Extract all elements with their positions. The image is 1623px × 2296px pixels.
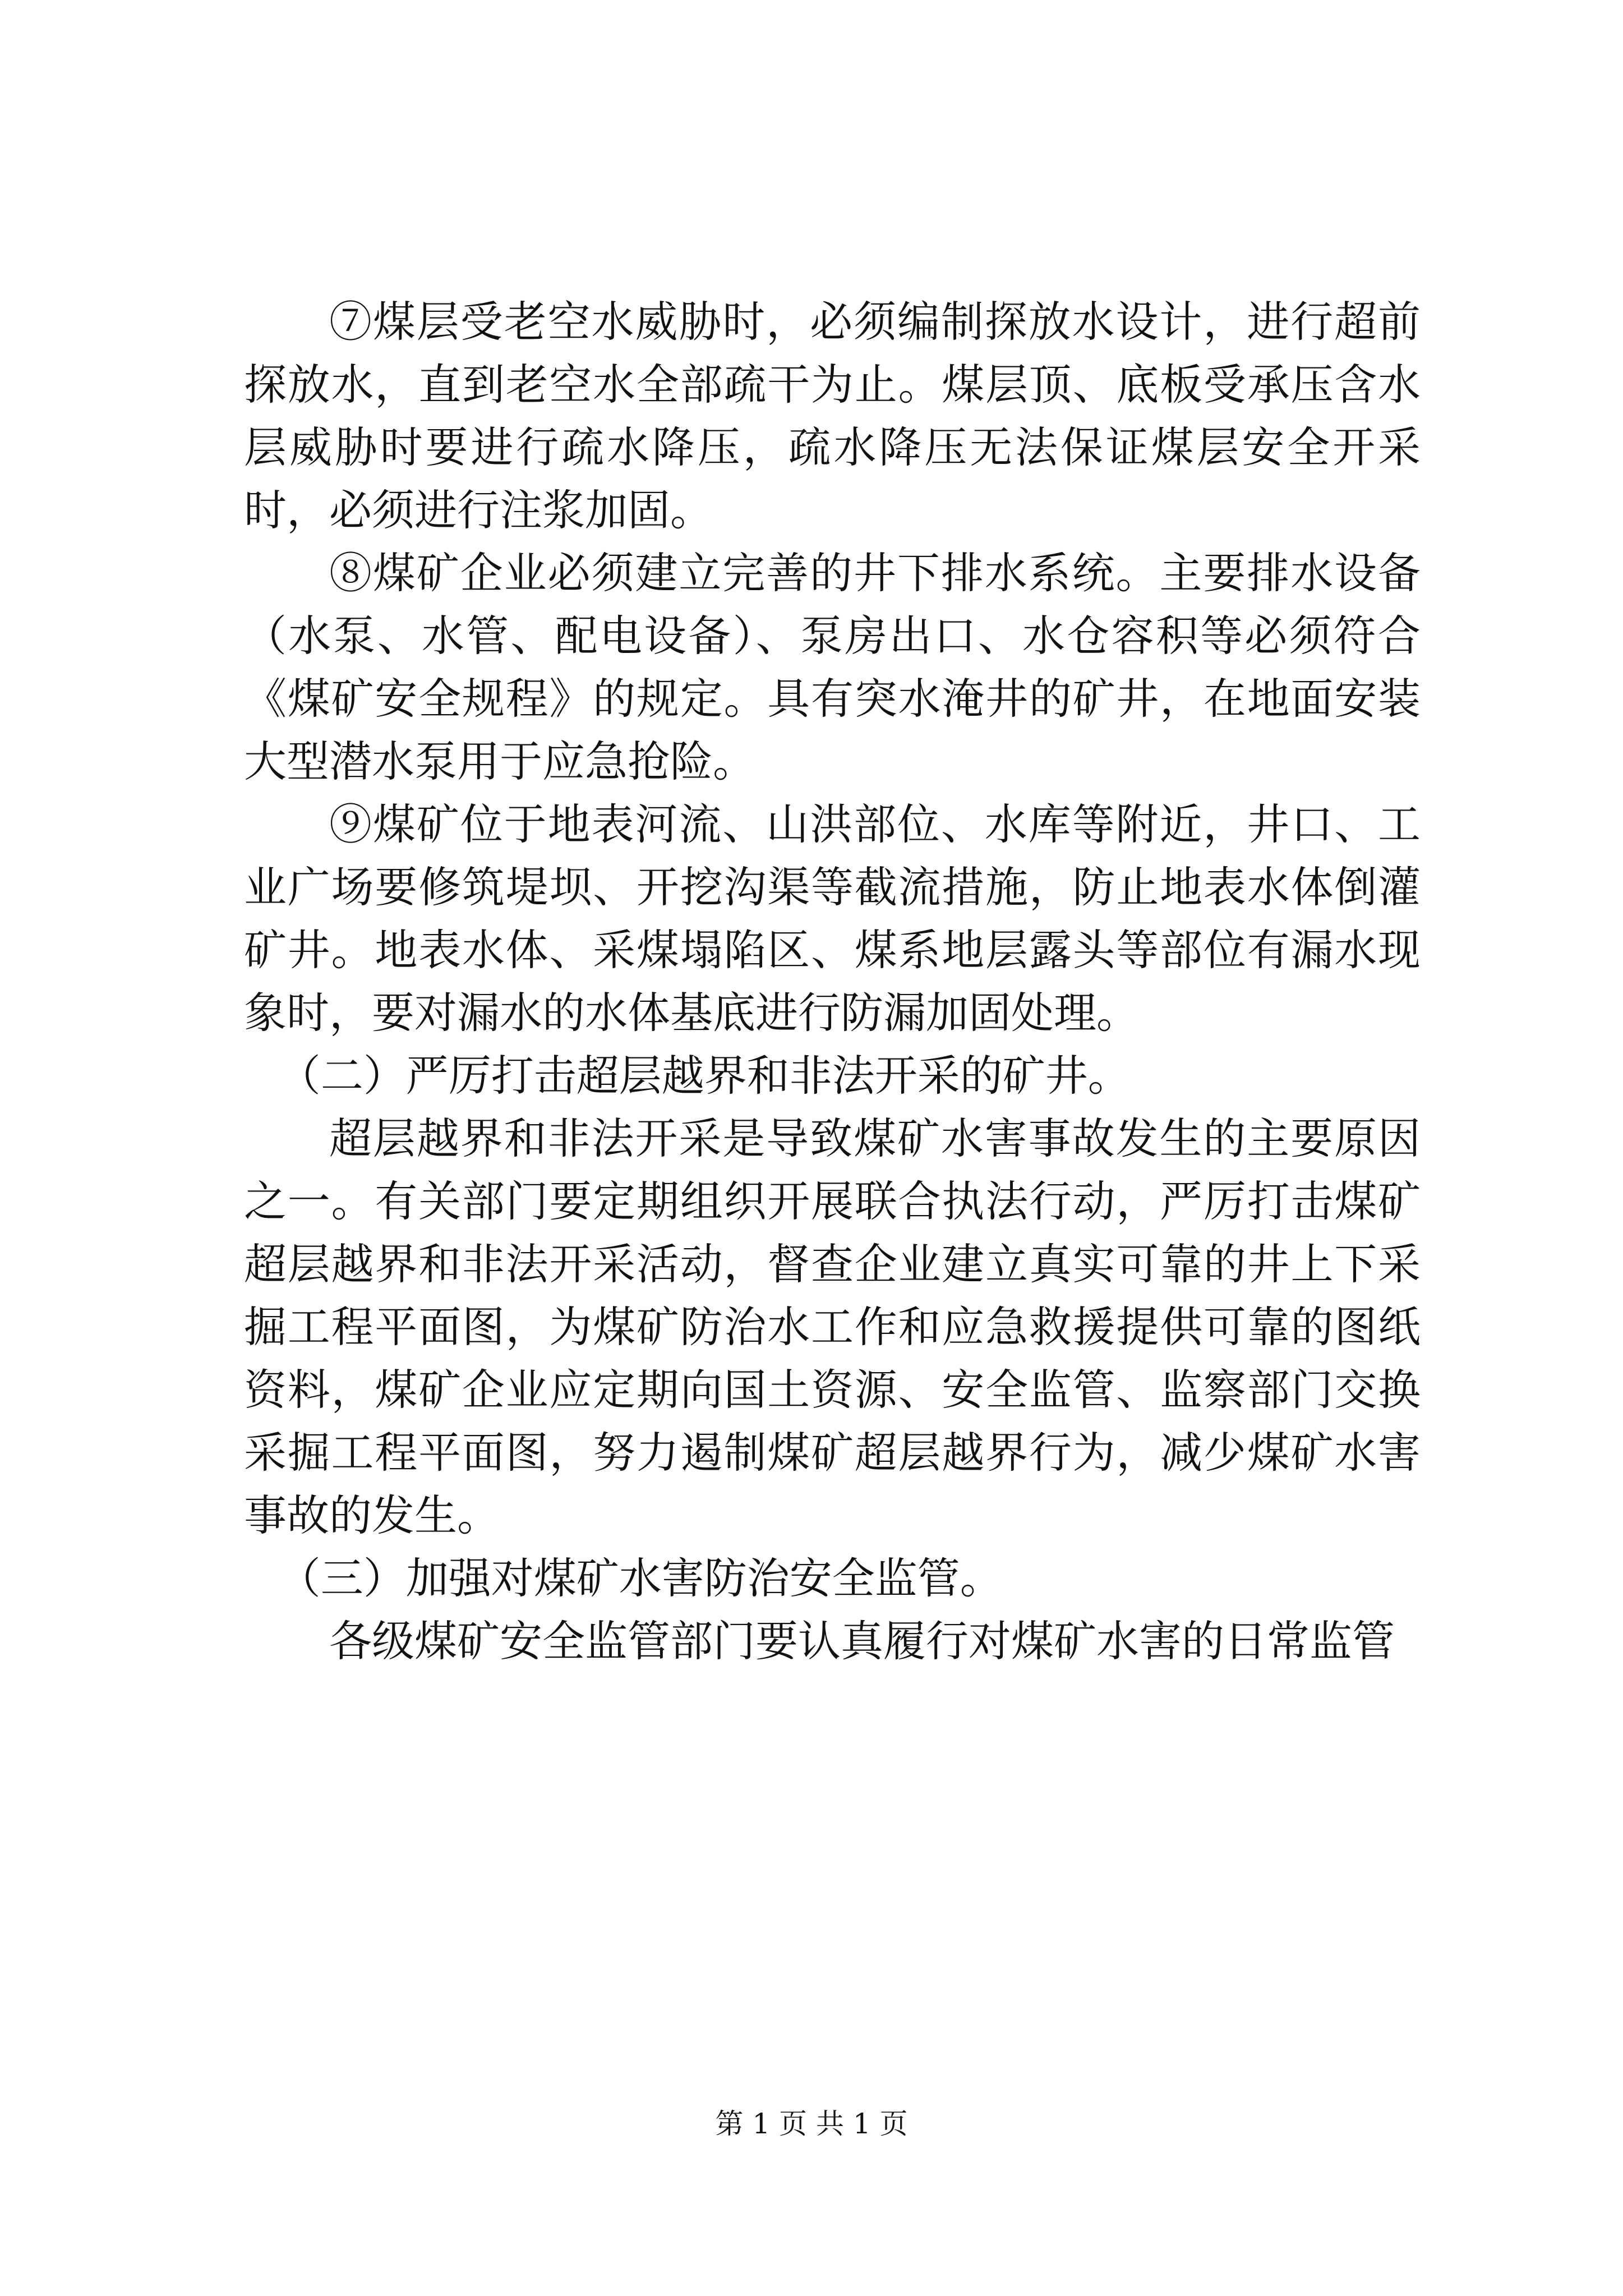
paragraph-8-drainage-system: ⑧煤矿企业必须建立完善的井下排水系统。主要排水设备（水泵、水管、配电设备）、泵房出口、水仓容积等必须符合《煤矿安全规程》的规定。具有突水淹井的矿井，在地面安装大型潜水泵用于应急抢险。: [244, 548, 1421, 786]
paragraph-7-water-threat: ⑦煤层受老空水威胁时，必须编制探放水设计，进行超前探放水，直到老空水全部疏干为止。煤层顶、底板受承压含水层威胁时要进行疏水降压，疏水降压无法保证煤层安全开采时，必须进行注浆加固。: [244, 297, 1421, 535]
document-body: [244, 291, 1421, 1673]
page-number-footer: 第 1 页 共 1 页: [715, 2108, 908, 2140]
paragraph-supervision: 各级煤矿安全监管部门要认真履行对煤矿水害的日常监管: [329, 1616, 1395, 1666]
section-heading-3: （三）加强对煤矿水害防治安全监管。: [278, 1553, 1003, 1603]
paragraph-9-surface-water: ⑨煤矿位于地表河流、山洪部位、水库等附近，井口、工业广场要修筑堤坝、开挖沟渠等截流措施，防止地表水体倒灌矿井。地表水体、采煤塌陷区、煤系地层露头等部位有漏水现象时，要对漏水的水体基底进行防漏加固处理。: [244, 799, 1421, 1038]
paragraph-illegal-mining: 超层越界和非法开采是导致煤矿水害事故发生的主要原因之一。有关部门要定期组织开展联合执法行动，严厉打击煤矿超层越界和非法开采活动，督查企业建立真实可靠的井上下采掘工程平面图，为煤矿防治水工作和应急救援提供可靠的图纸资料，煤矿企业应定期向国土资源、安全监管、监察部门交换采掘工程平面图，努力遏制煤矿超层越界行为，减少煤矿水害事故的发生。: [244, 1114, 1421, 1540]
section-heading-2: （二）严厉打击超层越界和非法开采的矿井。: [278, 1051, 1131, 1101]
